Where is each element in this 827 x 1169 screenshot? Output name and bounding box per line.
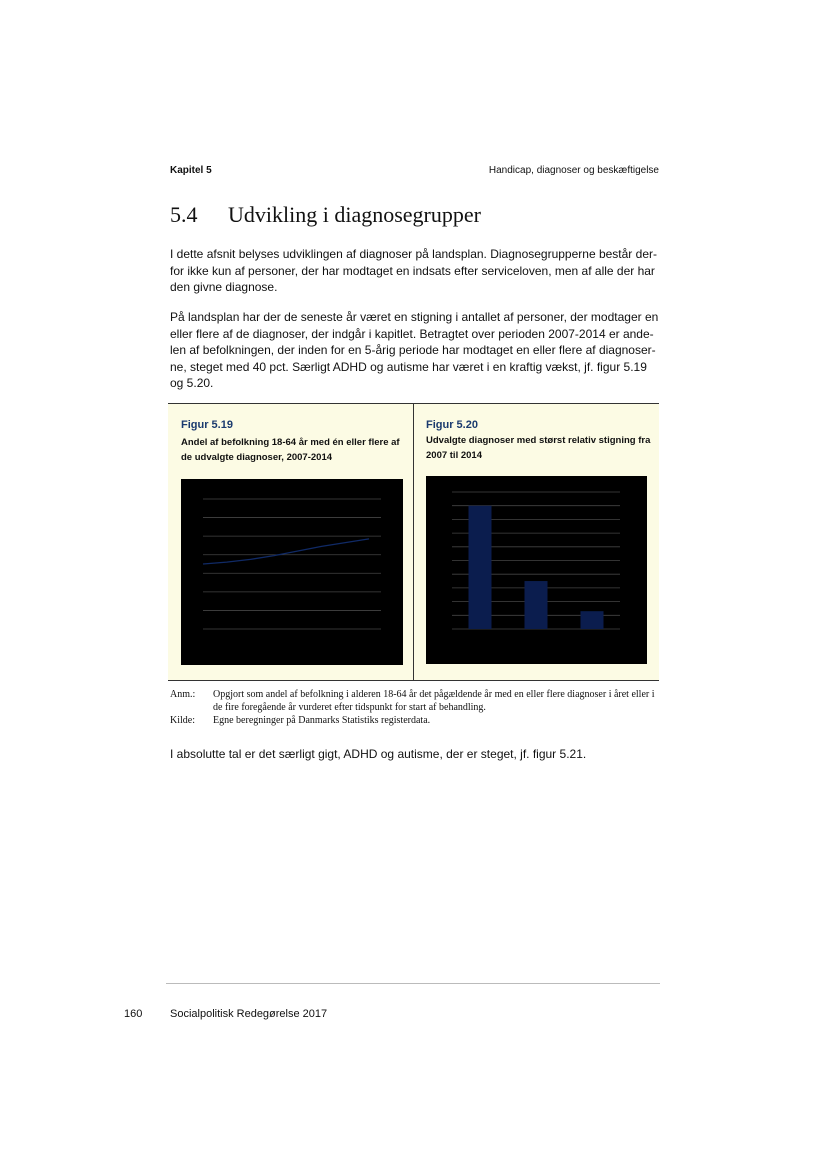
bar-3	[581, 611, 604, 629]
line-chart-figure-5-19	[181, 479, 403, 665]
figure-5-20-title: Udvalgte diagnoser med størst relativ stigning fra 2007 til 2014	[426, 435, 651, 461]
note-kilde	[170, 714, 662, 727]
note-anm	[170, 688, 662, 714]
figure-5-19-number: Figur 5.19	[181, 419, 233, 431]
note-text: Egne beregninger på Danmarks Statistiks registerdata.	[213, 715, 431, 726]
running-header-topic: Handicap, diagnoser og beskæftigelse	[488, 165, 659, 176]
section-number: 5.4	[170, 202, 198, 227]
figure-panel	[168, 403, 659, 681]
note-label: Kilde:	[170, 715, 195, 726]
body-paragraph-2: På landsplan har der de seneste år været en stigning i antallet af personer, der modtager en eller flere af de diagnoser, der indgår i kapitlet. Betragtet over perioden 2007-2014 er ande-len af befolkningen, der inden for en 5-årig periode har modtaget en eller flere af diagnoser-ne, steget med 40 pct. Særligt ADHD og autisme har været i en kraftig vækst, jf. figur 5.19 og 5.20.	[170, 310, 659, 390]
footer-publication: Socialpolitisk Redegørelse 2017	[170, 1008, 328, 1020]
bar-2	[525, 581, 548, 629]
running-header-chapter: Kapitel 5	[170, 165, 212, 176]
figure-notes	[170, 688, 662, 727]
figure-5-19-title: Andel af befolkning 18-64 år med én eller flere af de udvalgte diagnoser, 2007-2014	[181, 437, 400, 463]
chart-background	[426, 476, 647, 664]
page-number: 160	[124, 1008, 143, 1020]
body-paragraph-3: I absolutte tal er det særligt gigt, ADHD og autisme, der er steget, jf. figur 5.21.	[170, 747, 587, 761]
section-title: Udvikling i diagnosegrupper	[228, 202, 481, 227]
note-text: Opgjort som andel af befolkning i alderen 18-64 år det pågældende år med en eller flere diagnoser i året eller i de fire foregående år vurderet efter tidspunkt for start af behandling.	[213, 689, 655, 713]
footer-rule	[166, 983, 660, 984]
figure-5-20-number: Figur 5.20	[426, 419, 478, 431]
chart-background	[181, 479, 403, 665]
note-label: Anm.:	[170, 689, 196, 700]
bar-chart-figure-5-20	[426, 476, 647, 664]
bar-1	[469, 506, 492, 629]
body-paragraph-1: I dette afsnit belyses udviklingen af diagnoser på landsplan. Diagnosegrupperne består der-for ikke kun af personer, der har modtaget en indsats efter serviceloven, men af alle der har den givne diagnose.	[170, 247, 657, 294]
figure-divider	[413, 404, 414, 680]
